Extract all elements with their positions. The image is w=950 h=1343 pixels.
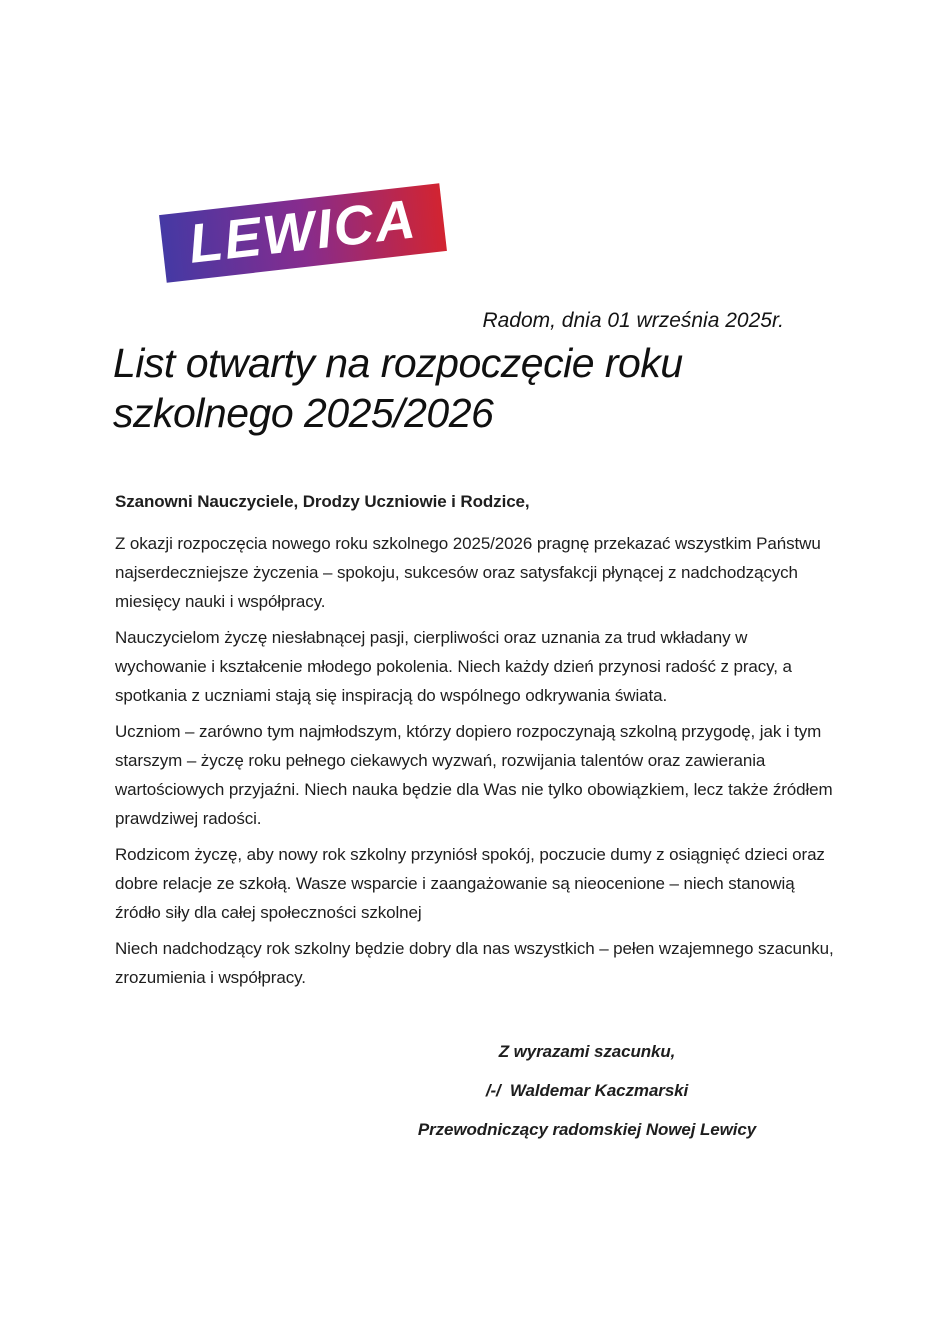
- signature-role: Przewodniczący radomskiej Nowej Lewicy: [417, 1120, 757, 1139]
- letter-title-line-1: List otwarty na rozpoczęcie roku: [113, 340, 683, 386]
- lewica-logo: [159, 183, 447, 282]
- paragraph-closing-wish: Niech nadchodzący rok szkolny będzie dobry dla nas wszystkich – pełen wzajemnego szacunku, zrozumienia i współpracy.: [115, 939, 834, 987]
- paragraph-parents: Rodzicom życzę, aby nowy rok szkolny przyniósł spokój, poczucie dumy z osiągnięć dzieci oraz dobre relacje ze szkołą. Wasze wsparcie i zaangażowanie są nieocenione – niech stanowią źródło siły dla całej społeczności szkolnej: [115, 845, 825, 922]
- signature-name: /-/ Waldemar Kaczmarski: [485, 1081, 689, 1100]
- date-line: Radom, dnia 01 września 2025r.: [482, 309, 784, 332]
- salutation: Szanowni Nauczyciele, Drodzy Uczniowie i Rodzice,: [115, 492, 530, 511]
- paragraph-students: Uczniom – zarówno tym najmłodszym, którzy dopiero rozpoczynają szkolną przygodę, jak i tym starszym – życzę roku pełnego ciekawych wyzwań, rozwijania talentów oraz zawierania wartościowych przyjaźni. Niech nauka będzie dla Was nie tylko obowiązkiem, lecz także źródłem prawdziwej radości.: [115, 722, 833, 828]
- signature-closing: Z wyrazami szacunku,: [498, 1042, 676, 1061]
- letter-body: [115, 487, 843, 1154]
- signature-block: [331, 1037, 843, 1144]
- letter-title: [113, 338, 683, 438]
- paragraph-wishes-all: Z okazji rozpoczęcia nowego roku szkolnego 2025/2026 pragnę przekazać wszystkim Państwu najserdeczniejsze życzenia – spokoju, sukcesów oraz satysfakcji płynącej z nadchodzących miesięcy nauki i współpracy.: [115, 534, 821, 611]
- letter-title-line-2: szkolnego 2025/2026: [113, 390, 494, 436]
- paragraph-teachers: Nauczycielom życzę niesłabnącej pasji, cierpliwości oraz uznania za trud wkładany w wychowanie i kształcenie młodego pokolenia. Niech każdy dzień przynosi radość z pracy, a spotkania z uczniami stają się inspiracją do wspólnego odkrywania świata.: [115, 628, 792, 705]
- lewica-logo-text: LEWICA: [185, 187, 421, 275]
